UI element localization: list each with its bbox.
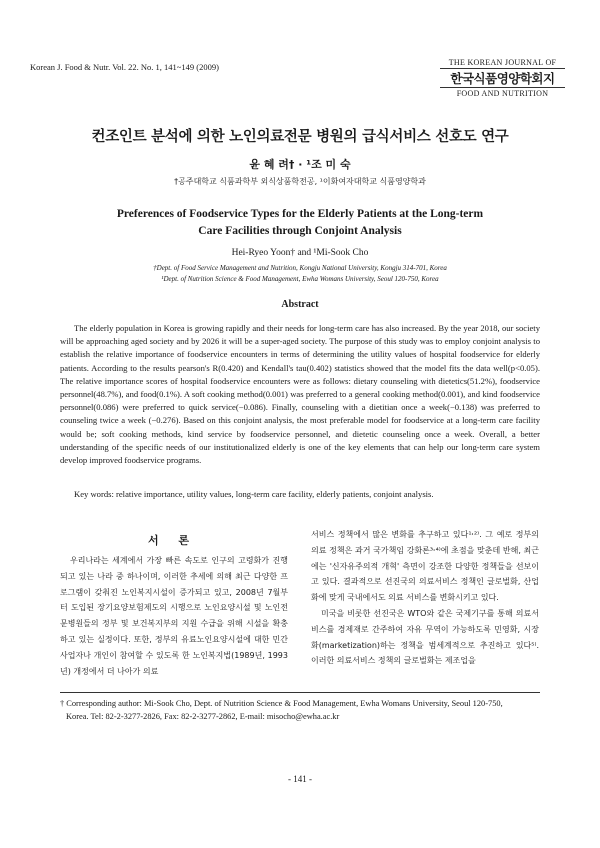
journal-logo <box>440 58 565 98</box>
paragraph: 우리나라는 세계에서 가장 빠른 속도로 인구의 고령화가 진행되고 있는 나라 중 하나이며, 이러한 추세에 의해 최근 다양한 프로그램이 갖춰진 노인복지시설이 증가되고 있고, 2008년 7월부터 도입된 장기요양보험제도의 시행으로 노인요양시설 및 노인전문병원들의 정부 및 보건복지부의 지원 수급을 위해 시설을 확충하고 있는 실정이다. 또한, 정부의 유료노인요양시설에 대한 민간 사업자나 개인이 참여할 수 있도록 한 노인복지법(1989년, 1993년) 개정에서 더 나아가 의료 <box>60 556 288 676</box>
paper-title-korean: 컨조인트 분석에 의한 노인의료전문 병원의 급식서비스 선호도 연구 <box>91 129 509 145</box>
journal-name-en-bottom: FOOD AND NUTRITION <box>456 89 549 98</box>
affiliation-en-line2: ¹Dept. of Nutrition Science & Food Management, Ewha Womans University, Seoul 120-750, Korea <box>161 275 439 283</box>
footnote-divider <box>60 692 540 693</box>
footnote-line2: Korea. Tel: 82-2-3277-2826, Fax: 82-2-3277-2862, E-mail: misocho@ewha.ac.kr <box>66 712 340 721</box>
abstract-heading: Abstract <box>281 299 319 310</box>
paper-title-english <box>0 206 600 240</box>
body-column-left <box>60 553 288 679</box>
keywords: Key words: relative importance, utility values, long-term care facility, elderly patients, conjoint analysis. <box>74 489 434 499</box>
body-column-right <box>311 527 539 669</box>
abstract-body: The elderly population in Korea is growing rapidly and their needs for long-term care has also increased. By the year 2018, our society will be approaching aged society and by 2026 it will be a super-aged society. The purpose of this study was to employ conjoint analysis to establish the relative importance of foodservice encounters in terms of determining the utility values of hospital foodservice for elderly patients. According to the results pearson's R(0.420) and Kendall's tau(0.402) statistics showed that the model fits the data well(p<0.05). The relative importance scores of hospital foodservice encounters were as follows: dietary counseling with dietetics(51.2%), foodservice personnel(48.7%), and food(0.1%). A soft cooking method(0.001) was preferred to a general cooking method(0.001), and kind foodservice personnel(0.086) were preferred to quick service(−0.086). Finally, counseling with a dietitian once a week(−0.138) was preferred to counseling twice a week (−0.276). Based on this conjoint analysis, the most preferable model for foodservice at a long-term care facility would be; soft cooking methods, kind service by foodservice personnel, and dietetic counseling once a week. Overall, a better understanding of the specific needs of our institutionalized elderly is one of the key elements that can help our long-term care system develop improved foodservice programs. <box>60 323 540 466</box>
section-heading-introduction: 서 론 <box>147 534 198 547</box>
footnote-line1: † Corresponding author: Mi-Sook Cho, Dept. of Nutrition Science & Food Management, Ewha Womans University, Seoul 120-750, <box>60 699 503 708</box>
title-en-line2: Care Facilities through Conjoint Analysis <box>198 225 402 237</box>
authors-korean: 윤 혜 려† · ¹조 미 숙 <box>249 158 351 171</box>
journal-name-en-top: THE KOREAN JOURNAL OF <box>448 58 557 67</box>
affiliation-korean: †공주대학교 식품과학부 외식상품학전공, ¹이화여자대학교 식품영양학과 <box>174 177 426 186</box>
paragraph: 서비스 정책에서 많은 변화를 추구하고 있다¹˒²⁾. 그 예로 정부의 의료 정책은 과거 국가책임 강화론³˒⁴⁾에 초점을 맞춘데 반해, 최근에는 '신자유주의적 개혁' 측면이 강조한 다양한 정책들을 선보이고 있다. 결과적으로 선진국의 의료서비스 정책인 글로벌화, 산업화에 맞게 국내에서도 의료 서비스를 변화시키고 있다. <box>311 530 539 603</box>
affiliation-english <box>0 263 600 285</box>
corresponding-author-footnote <box>60 697 550 723</box>
paragraph: 미국을 비롯한 선진국은 WTO와 같은 국제기구를 통해 의료서비스를 경제재로 간주하여 자유 무역이 가능하도록 민영화, 시장화(marketization)하는 정책을 범세계적으로 추진하고 있다⁵⁾. 이러한 의료서비스 정책의 글로벌화는 제조업을 <box>311 608 539 666</box>
page-number: - 141 - <box>288 774 312 784</box>
affiliation-en-line1: †Dept. of Food Service Management and Nutrition, Kongju National University, Kongju 314-701, Korea <box>153 264 447 272</box>
authors-english: Hei-Ryeo Yoon† and ¹Mi-Sook Cho <box>231 248 369 258</box>
journal-citation: Korean J. Food & Nutr. Vol. 22. No. 1, 141~149 (2009) <box>30 62 219 72</box>
title-en-line1: Preferences of Foodservice Types for the Elderly Patients at the Long-term <box>116 208 484 220</box>
journal-name-ko: 한국식품영양학회지 <box>440 68 565 88</box>
